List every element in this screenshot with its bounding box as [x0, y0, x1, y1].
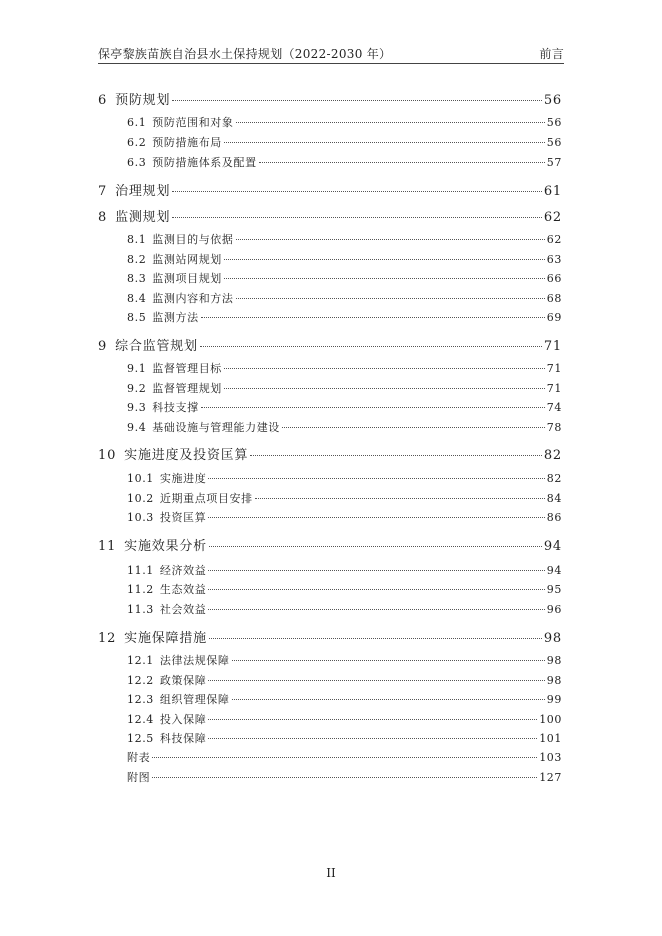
toc-entry-text: 附表 — [127, 751, 151, 764]
toc-entry-title — [127, 562, 206, 578]
toc-entry-page: 84 — [546, 492, 562, 505]
toc-entry-number: 12.2 — [127, 674, 154, 687]
toc-section-entry[interactable] — [98, 652, 562, 668]
toc-entry-number: 8.5 — [127, 311, 147, 324]
toc-section-entry[interactable] — [98, 154, 562, 170]
toc-entry-text: 生态效益 — [159, 583, 207, 596]
toc-leader-dots — [208, 680, 544, 681]
document-title: 保亭黎族苗族自治县水土保持规划（2022-2030 年） — [98, 47, 392, 61]
toc-entry-text: 预防措施布局 — [152, 136, 222, 149]
toc-entry-text: 附图 — [127, 771, 151, 784]
toc-leader-dots — [201, 317, 545, 318]
toc-entry-title — [127, 309, 199, 325]
toc-entry-number: 10.3 — [127, 511, 154, 524]
toc-entry-number: 11 — [98, 539, 117, 554]
toc-entry-text: 科技支撑 — [152, 401, 199, 414]
toc-entry-text: 实施进度 — [159, 472, 207, 485]
toc-section-entry[interactable] — [98, 380, 562, 396]
toc-entry-title — [127, 399, 199, 415]
toc-entry-text: 预防规划 — [115, 93, 171, 108]
toc-leader-dots — [152, 777, 537, 778]
toc-leader-dots — [172, 191, 542, 192]
toc-entry-text: 监测目的与依据 — [152, 233, 234, 246]
toc-entry-text: 法律法规保障 — [159, 654, 230, 667]
toc-section-entry[interactable] — [98, 251, 562, 267]
toc-entry-page: 71 — [543, 339, 562, 354]
toc-leader-dots — [201, 407, 545, 408]
toc-entry-title — [98, 89, 170, 108]
toc-leader-dots — [224, 388, 545, 389]
toc-entry-title — [98, 444, 248, 463]
toc-entry-text: 监督管理目标 — [152, 362, 222, 375]
toc-entry-title — [127, 509, 206, 525]
toc-entry-page: 98 — [546, 654, 562, 667]
toc-entry-page: 68 — [546, 292, 562, 305]
toc-entry-number: 6.3 — [127, 156, 147, 169]
toc-entry-page: 95 — [546, 583, 562, 596]
toc-leader-dots — [282, 427, 545, 428]
toc-section-entry[interactable] — [98, 490, 562, 506]
toc-section-entry[interactable] — [98, 231, 562, 247]
toc-entry-text: 治理规划 — [115, 184, 171, 199]
toc-leader-dots — [208, 738, 537, 739]
toc-leader-dots — [250, 455, 541, 456]
toc-entry-title — [127, 114, 234, 130]
toc-entry-text: 投资匡算 — [159, 511, 207, 524]
toc-entry-text: 经济效益 — [159, 564, 207, 577]
toc-leader-dots — [208, 719, 537, 720]
toc-entry-title — [98, 335, 198, 354]
toc-entry-title — [98, 535, 207, 554]
toc-leader-dots — [172, 100, 542, 101]
toc-leader-dots — [172, 217, 542, 218]
toc-chapter-entry[interactable] — [98, 206, 562, 225]
toc-entry-title — [127, 691, 230, 707]
toc-entry-number: 9.3 — [127, 401, 147, 414]
toc-entry-number: 7 — [98, 184, 108, 199]
toc-entry-page: 62 — [546, 233, 562, 246]
toc-leader-dots — [224, 278, 545, 279]
toc-entry-page: 78 — [546, 421, 562, 434]
toc-leader-dots — [232, 699, 545, 700]
toc-entry-text: 预防范围和对象 — [152, 116, 234, 129]
toc-section-entry[interactable] — [98, 270, 562, 286]
toc-entry-page: 86 — [546, 511, 562, 524]
toc-leader-dots — [208, 517, 544, 518]
toc-entry-page: 96 — [546, 603, 562, 616]
toc-entry-page: 56 — [546, 116, 562, 129]
toc-leader-dots — [208, 589, 544, 590]
toc-entry-title — [127, 672, 206, 688]
toc-entry-number: 10.1 — [127, 472, 154, 485]
toc-entry-page: 71 — [546, 382, 562, 395]
toc-entry-number: 9.2 — [127, 382, 147, 395]
toc-section-entry[interactable] — [98, 309, 562, 325]
toc-section-entry[interactable] — [98, 601, 562, 617]
toc-entry-page: 98 — [543, 631, 562, 646]
toc-entry-number: 8 — [98, 210, 108, 225]
toc-entry-title — [127, 730, 206, 746]
toc-section-entry[interactable] — [98, 672, 562, 688]
toc-entry-title — [127, 270, 222, 286]
toc-section-entry[interactable] — [98, 581, 562, 597]
toc-section-entry[interactable] — [98, 691, 562, 707]
toc-leader-dots — [200, 346, 542, 347]
toc-entry-text: 科技保障 — [159, 732, 207, 745]
toc-entry-number: 9.4 — [127, 421, 147, 434]
toc-entry-number: 11.1 — [127, 564, 154, 577]
toc-entry-number: 11.2 — [127, 583, 154, 596]
toc-entry-page: 100 — [539, 713, 562, 726]
toc-entry-title — [127, 419, 280, 435]
toc-leader-dots — [208, 609, 544, 610]
toc-entry-page: 101 — [539, 732, 562, 745]
toc-entry-text: 综合监管规划 — [115, 339, 198, 354]
toc-leader-dots — [259, 162, 545, 163]
toc-section-entry[interactable] — [98, 509, 562, 525]
section-name: 前言 — [539, 47, 564, 61]
toc-entry-title — [127, 290, 234, 306]
toc-entry-title — [127, 490, 253, 506]
toc-entry-text: 监测方法 — [152, 311, 199, 324]
page-header — [98, 42, 564, 64]
toc-entry-page: 56 — [546, 136, 562, 149]
toc-entry-number: 10.2 — [127, 492, 154, 505]
toc-section-entry[interactable] — [98, 134, 562, 150]
toc-chapter-entry[interactable] — [98, 444, 562, 463]
toc-entry-title — [98, 206, 170, 225]
toc-entry-title — [127, 711, 206, 727]
toc-entry-text: 实施进度及投资匡算 — [124, 448, 249, 463]
toc-entry-page: 74 — [546, 401, 562, 414]
toc-entry-page: 127 — [539, 771, 562, 784]
toc-leader-dots — [208, 478, 544, 479]
toc-section-entry[interactable] — [98, 562, 562, 578]
toc-entry-page: 61 — [543, 184, 562, 199]
toc-entry-page: 94 — [543, 539, 562, 554]
toc-entry-number: 12.4 — [127, 713, 154, 726]
toc-entry-number: 6.1 — [127, 116, 147, 129]
toc-entry-text: 实施效果分析 — [124, 539, 207, 554]
toc-entry-page: 57 — [546, 156, 562, 169]
toc-entry-title — [127, 360, 222, 376]
toc-chapter-entry[interactable] — [98, 627, 562, 646]
toc-entry-page: 98 — [546, 674, 562, 687]
toc-entry-text: 监测内容和方法 — [152, 292, 234, 305]
toc-entry-text: 近期重点项目安排 — [159, 492, 253, 505]
toc-leader-dots — [208, 570, 544, 571]
toc-entry-title — [127, 769, 150, 785]
toc-entry-number: 8.3 — [127, 272, 147, 285]
toc-section-entry[interactable] — [98, 290, 562, 306]
toc-entry-number: 12.3 — [127, 693, 154, 706]
toc-chapter-entry[interactable] — [98, 535, 562, 554]
toc-entry-page: 94 — [546, 564, 562, 577]
toc-entry-number: 8.1 — [127, 233, 147, 246]
toc-section-entry[interactable] — [98, 419, 562, 435]
toc-entry-title — [127, 581, 206, 597]
toc-entry-number: 10 — [98, 448, 117, 463]
toc-entry-page: 66 — [546, 272, 562, 285]
toc-entry-title — [98, 627, 207, 646]
toc-leader-dots — [232, 660, 545, 661]
toc-entry-page: 63 — [546, 253, 562, 266]
toc-leader-dots — [236, 298, 545, 299]
toc-entry-title — [98, 180, 170, 199]
toc-section-entry[interactable] — [98, 114, 562, 130]
toc-chapter-entry[interactable] — [98, 335, 562, 354]
toc-section-entry[interactable] — [98, 360, 562, 376]
toc-entry-number: 12 — [98, 631, 117, 646]
toc-entry-text: 预防措施体系及配置 — [152, 156, 257, 169]
toc-entry-text: 监测规划 — [115, 210, 171, 225]
toc-section-entry[interactable] — [98, 749, 562, 765]
toc-entry-page: 71 — [546, 362, 562, 375]
toc-entry-number: 6.2 — [127, 136, 147, 149]
toc-chapter-entry[interactable] — [98, 180, 562, 199]
toc-entry-title — [127, 231, 234, 247]
toc-entry-text: 组织管理保障 — [159, 693, 230, 706]
toc-entry-title — [127, 652, 230, 668]
toc-entry-number: 6 — [98, 93, 108, 108]
toc-entry-page: 62 — [543, 210, 562, 225]
toc-entry-title — [127, 470, 206, 486]
toc-entry-page: 69 — [546, 311, 562, 324]
toc-entry-page: 82 — [543, 448, 562, 463]
toc-section-entry[interactable] — [98, 769, 562, 785]
toc-entry-text: 实施保障措施 — [124, 631, 207, 646]
toc-entry-number: 8.2 — [127, 253, 147, 266]
toc-entry-page: 103 — [539, 751, 562, 764]
toc-entry-number: 12.1 — [127, 654, 154, 667]
toc-entry-number: 11.3 — [127, 603, 154, 616]
toc-entry-text: 投入保障 — [159, 713, 207, 726]
toc-section-entry[interactable] — [98, 399, 562, 415]
toc-entry-page: 99 — [546, 693, 562, 706]
toc-leader-dots — [224, 142, 545, 143]
toc-entry-title — [127, 251, 222, 267]
toc-entry-title — [127, 749, 150, 765]
toc-leader-dots — [209, 546, 542, 547]
toc-entry-text: 监督管理规划 — [152, 382, 222, 395]
toc-leader-dots — [236, 122, 545, 123]
toc-chapter-entry[interactable] — [98, 89, 562, 108]
page-number: II — [326, 866, 336, 880]
toc-leader-dots — [209, 638, 542, 639]
toc-entry-text: 社会效益 — [159, 603, 207, 616]
toc-entry-title — [127, 601, 206, 617]
toc-entry-number: 9 — [98, 339, 108, 354]
toc-entry-page: 56 — [543, 93, 562, 108]
toc-entry-text: 基础设施与管理能力建设 — [152, 421, 280, 434]
toc-section-entry[interactable] — [98, 711, 562, 727]
toc-leader-dots — [224, 368, 545, 369]
toc-leader-dots — [152, 757, 537, 758]
toc-entry-text: 监测项目规划 — [152, 272, 222, 285]
toc-section-entry[interactable] — [98, 730, 562, 746]
toc-entry-text: 监测站网规划 — [152, 253, 222, 266]
toc-leader-dots — [236, 239, 545, 240]
toc-entry-page: 82 — [546, 472, 562, 485]
toc-entry-title — [127, 134, 222, 150]
toc-entry-number: 9.1 — [127, 362, 147, 375]
toc-leader-dots — [224, 259, 545, 260]
toc-entry-text: 政策保障 — [159, 674, 207, 687]
header-rule — [98, 63, 564, 64]
toc-entry-title — [127, 154, 257, 170]
toc-entry-number: 8.4 — [127, 292, 147, 305]
toc-entry-title — [127, 380, 222, 396]
toc-leader-dots — [255, 498, 545, 499]
toc-entry-number: 12.5 — [127, 732, 154, 745]
toc-section-entry[interactable] — [98, 470, 562, 486]
